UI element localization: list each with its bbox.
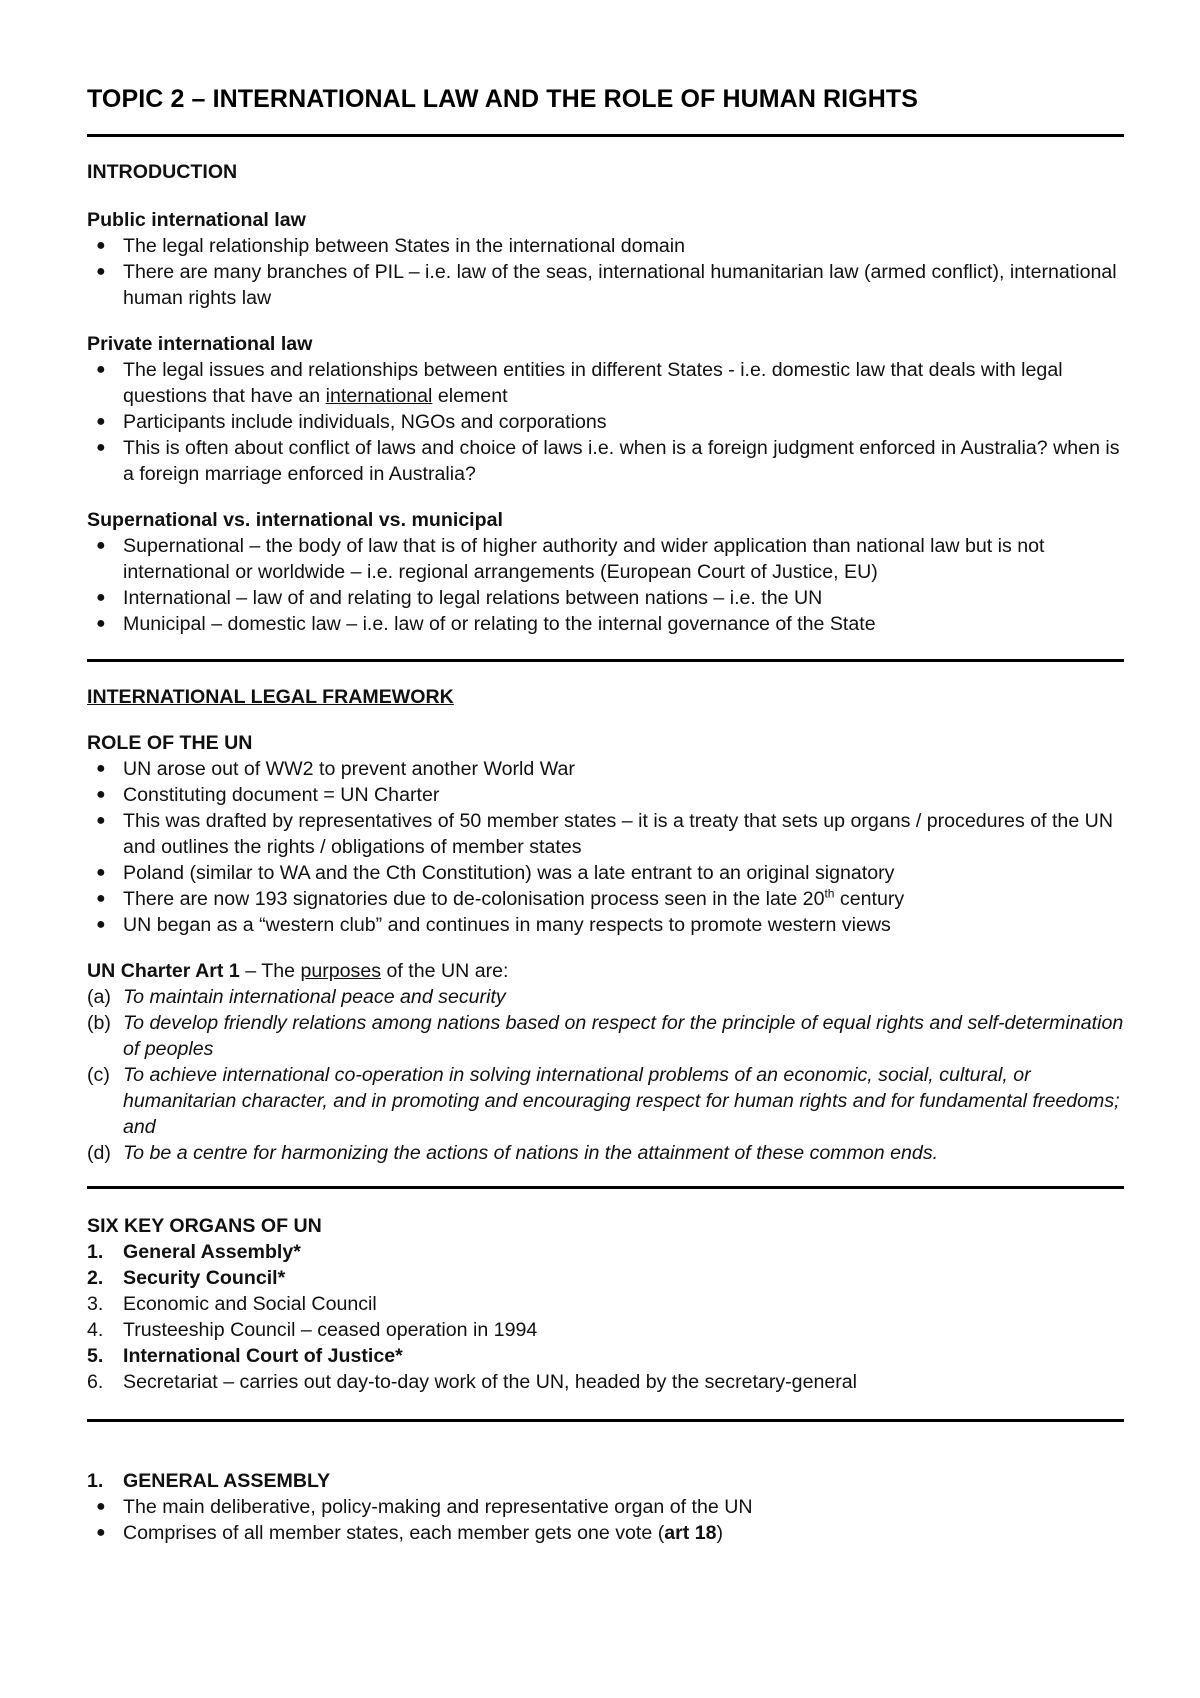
list-item: ● UN began as a “western club” and continues in many respects to promote western views: [96, 914, 891, 936]
bullet-icon: ●: [96, 786, 106, 803]
bullet-icon: ●: [96, 263, 106, 280]
section-heading-introduction: INTRODUCTION: [87, 161, 238, 183]
list-item: ● Municipal – domestic law – i.e. law of or relating to the internal governance of the State: [96, 613, 876, 635]
list-item: (c) To achieve international co-operation in solving international problems of an economic, social, cultural, or humanitarian character, and in promoting and encouraging respect for human rights and for fundamental freedoms; and: [87, 1064, 1120, 1138]
bullet-icon: ●: [96, 1498, 106, 1515]
list-item: ● The legal relationship between States in the international domain: [96, 235, 686, 257]
list-item: ● The main deliberative, policy-making and representative organ of the UN: [96, 1496, 753, 1518]
bullet-icon: ●: [96, 361, 106, 378]
list-item: ● Poland (similar to WA and the Cth Constitution) was a late entrant to an original signatory: [96, 862, 895, 884]
list-item: ● This was drafted by representatives of 50 member states – it is a treaty that sets up organs / procedures of the UN and outlines the rights / obligations of member states: [96, 810, 1113, 858]
bullet-icon: ●: [96, 760, 106, 777]
bullet-icon: ●: [96, 812, 106, 829]
list-item: 4. Trusteeship Council – ceased operation in 1994: [87, 1319, 538, 1341]
divider: [87, 1186, 1124, 1189]
list-item: ● There are now 193 signatories due to de-colonisation process seen in the late 20th century: [96, 886, 905, 910]
underlined-term: international: [325, 385, 433, 407]
un-charter-art-1-intro: UN Charter Art 1 – The purposes of the UN are:: [87, 960, 509, 982]
subheading-supernational: Supernational vs. international vs. municipal: [87, 509, 503, 531]
list-item: ● International – law of and relating to legal relations between nations – i.e. the UN: [96, 587, 823, 609]
bullet-icon: ●: [96, 916, 106, 933]
section-heading-framework: INTERNATIONAL LEGAL FRAMEWORK: [87, 686, 454, 708]
bullet-list: [87, 1494, 1124, 1546]
list-item: 5. International Court of Justice*: [87, 1345, 403, 1367]
list-item: 6. Secretariat – carries out day-to-day work of the UN, headed by the secretary-general: [87, 1371, 858, 1393]
divider: [87, 659, 1124, 662]
list-item: 3. Economic and Social Council: [87, 1293, 377, 1315]
bullet-icon: ●: [96, 537, 106, 554]
bullet-icon: ●: [96, 864, 106, 881]
bullet-icon: ●: [96, 890, 106, 907]
list-item: ● This is often about conflict of laws and choice of laws i.e. when is a foreign judgment enforced in Australia? when is a foreign marriage enforced in Australia?: [96, 437, 1120, 485]
bullet-icon: ●: [96, 589, 106, 606]
subheading-private-international-law: Private international law: [87, 333, 313, 355]
document-page: [87, 84, 1124, 1546]
list-item: ● There are many branches of PIL – i.e. law of the seas, international humanitarian law (armed conflict), international human rights law: [96, 261, 1117, 309]
list-item: 2. Security Council*: [87, 1267, 286, 1289]
bullet-list: [87, 756, 1124, 938]
list-item: 1. General Assembly*: [87, 1241, 301, 1263]
divider: [87, 134, 1124, 137]
bullet-icon: ●: [96, 237, 106, 254]
list-item: ● UN arose out of WW2 to prevent another World War: [96, 758, 575, 780]
list-item: ● The legal issues and relationships between entities in different States - i.e. domestic law that deals with legal questions that have an international element: [96, 359, 1063, 407]
bullet-icon: ●: [96, 439, 106, 456]
bullet-icon: ●: [96, 1524, 106, 1541]
bullet-icon: ●: [96, 615, 106, 632]
organs-list: [87, 1239, 1124, 1395]
bullet-list: [87, 533, 1124, 637]
section-heading-general-assembly: 1. GENERAL ASSEMBLY: [87, 1470, 331, 1492]
list-item: (a) To maintain international peace and security: [87, 986, 506, 1008]
list-item: (d) To be a centre for harmonizing the actions of nations in the attainment of these common ends.: [87, 1142, 939, 1164]
list-item: ● Comprises of all member states, each member gets one vote (art 18): [96, 1522, 724, 1544]
list-item: (b) To develop friendly relations among nations based on respect for the principle of equal rights and self-determination of peoples: [87, 1012, 1124, 1060]
list-item: ● Participants include individuals, NGOs and corporations: [96, 411, 607, 433]
divider: [87, 1419, 1124, 1422]
purposes-list: [87, 984, 1124, 1166]
subheading-role-of-un: ROLE OF THE UN: [87, 732, 253, 754]
list-item: ● Supernational – the body of law that is of higher authority and wider application than national law but is not international or worldwide – i.e. regional arrangements (European Court of Justice, EU): [96, 535, 1045, 583]
document-title: TOPIC 2 – INTERNATIONAL LAW AND THE ROLE OF HUMAN RIGHTS: [87, 85, 919, 113]
bullet-list: [87, 233, 1124, 311]
section-heading-organs: SIX KEY ORGANS OF UN: [87, 1215, 322, 1237]
bullet-list: [87, 357, 1124, 487]
list-item: ● Constituting document = UN Charter: [96, 784, 440, 806]
bullet-icon: ●: [96, 413, 106, 430]
subheading-public-international-law: Public international law: [87, 209, 306, 231]
